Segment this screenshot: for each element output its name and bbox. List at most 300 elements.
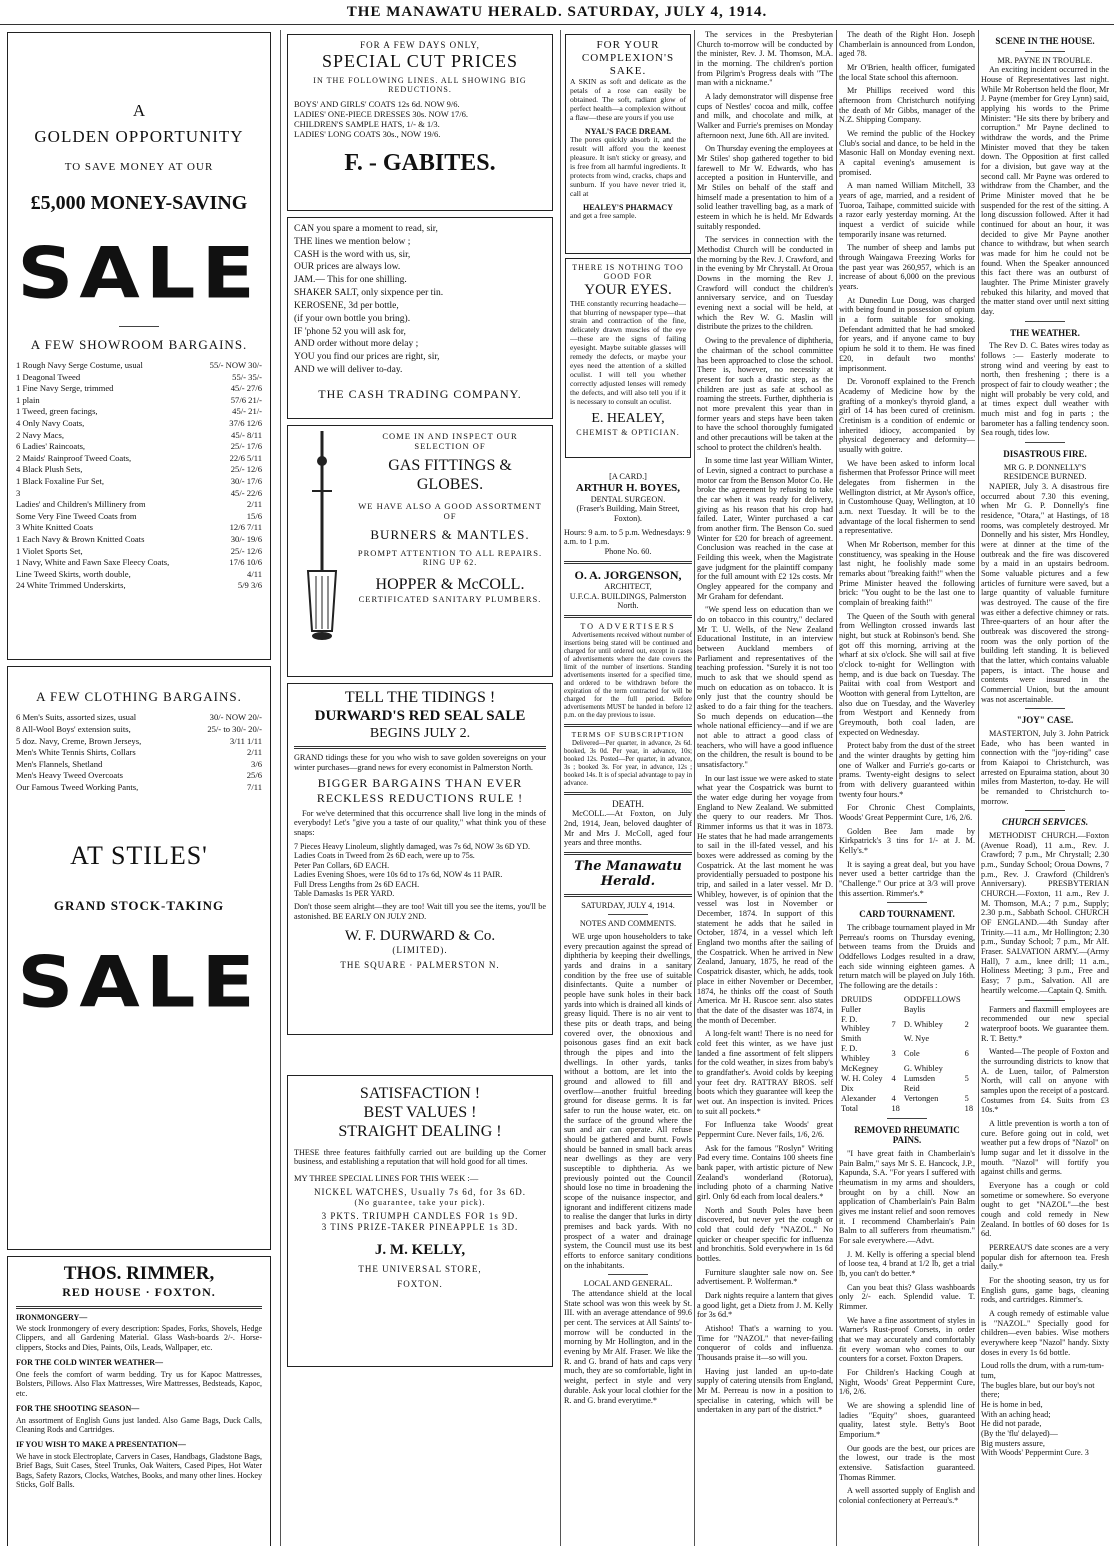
cash-line: CAN you spare a moment to read, sir, xyxy=(294,224,438,234)
durward-item: Ladies Coats in Tweed from 2s 6D each, were up to 75s. xyxy=(294,851,475,861)
clothing-row xyxy=(16,759,262,771)
news-p16: Having just landed an up-to-date supply of catering utensils from England, Mr M. Perreau is now in a position to specialise in catering, which will be undertaken in any part of the district.* xyxy=(697,1366,833,1415)
durward-sale: DURWARD'S RED SEAL SALE xyxy=(314,707,526,724)
poem-line: He is home in bed, xyxy=(981,1400,1043,1410)
cash-line: THE lines we mention below ; xyxy=(294,236,411,247)
cash-line: JAM.— This for one shilling. xyxy=(294,275,407,286)
masthead: THE MANAWATU HERALD. SATURDAY, JULY 4, 1914. xyxy=(0,4,1114,25)
poem-line: With an aching head; xyxy=(981,1409,1051,1419)
sale-banner-2: SALE xyxy=(17,942,261,1024)
tournament-table xyxy=(839,995,975,1114)
bargain-row-label: 1 Each Navy & Brown Knitted Coats xyxy=(16,533,145,544)
bargain-row xyxy=(16,464,262,476)
gas-lamp-illustration xyxy=(294,431,354,671)
bargain-row-label: 3 White Knitted Coats xyxy=(16,522,93,533)
tournament-cell: Vertongen xyxy=(903,1093,939,1103)
weather-heading: THE WEATHER. xyxy=(1010,327,1080,338)
healey-pharmacy: HEALEY'S PHARMACY xyxy=(582,202,673,212)
tournament-cell: G. Whibley xyxy=(903,1064,943,1074)
healey-title: CHEMIST & OPTICIAN. xyxy=(576,427,680,437)
durward-address: THE SQUARE · PALMERSTON N. xyxy=(340,960,500,971)
rheumatic-heading: REMOVED RHEUMATIC PAINS. xyxy=(854,1124,960,1146)
news6-p9: We have been asked to inform local fishermen that Professor Prince will meet delegates from fishermen in the Wellington district, at Mr Ayson's office, in Customhouse Quay, Wellington, at 10 a.m. next Tuesday. It will be to the advantage of the local fishermen to send a representative. xyxy=(839,458,975,536)
tournament-row xyxy=(839,1084,975,1094)
clothing-row xyxy=(16,782,262,794)
news6-p12: Protect baby from the dust of the street and the winter draughts by getting him one of Walker and Furrie's go-carts or prams. Twenty-eight designs to select from with delivery guaranteed within twenty four hours.* xyxy=(839,741,975,799)
tournament-cell xyxy=(963,1064,975,1074)
bargain-row xyxy=(16,546,262,558)
bargain-row xyxy=(16,511,262,523)
news7-r2: Wanted—The people of Foxton and the surrounding districts to know that A. de Luen, tailor, of Palmerston North, will call on anyone with samples upon the receipt of a postcard. Costumes from £4. Suits from £3 10s.* xyxy=(981,1047,1109,1115)
gabites-item-1: BOYS' AND GIRLS' COATS 12s 6d. NOW 9/6. xyxy=(294,98,460,109)
bargain-row xyxy=(16,406,262,418)
clothing-row xyxy=(16,770,262,782)
cash-trading-ad xyxy=(287,217,553,419)
news7-r4: Everyone has a cough or cold sometime or somewhere. So everyone ought to get "NAZOL"—the best cough and cold remedy in New Zealand. In bottles of 60 doses for 1s 6d. xyxy=(981,1180,1109,1239)
rimmer-text-3: An assortment of English Guns just landed. Also Game Bags, Duck Calls, Cleaning Rods and Cartridges. xyxy=(16,1415,262,1434)
news6-p1: The death of the Right Hon. Joseph Chamberlain is announced from London, aged 78. xyxy=(839,30,975,59)
durward-body: For we've determined that this occurrence shall live long in the minds of everybody! Let's "give you a taste of our quality," what think you of these snaps: xyxy=(294,808,546,838)
kelly-body: THESE three features faithfully carried out are building up the Corner business, and establishing a reputation that will hold good for all times. xyxy=(294,1147,546,1167)
tournament-cell: F. D. Whibley xyxy=(841,1044,870,1064)
kelly-store: THE UNIVERSAL STORE, xyxy=(358,1263,482,1274)
bargain-row-price: 55/- NOW 30/- xyxy=(209,360,262,371)
hopper-line-5: PROMPT ATTENTION TO ALL REPAIRS. xyxy=(357,548,543,559)
tournament-cell: 4 xyxy=(891,1074,896,1083)
clothing-row xyxy=(16,712,262,724)
kelly-candles: 3 PKTS. TRIUMPH CANDLES FOR 1s 9D. xyxy=(321,1211,519,1222)
tournament-cell: Alexander xyxy=(841,1093,876,1103)
bargain-row-label: Some Very Fine Tweed Coats from xyxy=(16,510,137,521)
at-stiles: AT STILES' xyxy=(70,841,208,871)
bargain-row-price: 57/6 21/- xyxy=(230,394,262,405)
bargain-row-label: 3 xyxy=(16,487,21,498)
face-cream-name: NYAL'S FACE DREAM. xyxy=(584,126,671,136)
rimmer-section-ironmongery: IRONMONGERY— xyxy=(16,1312,88,1322)
bargain-row-label: Line Tweed Skirts, worth double, xyxy=(16,568,131,579)
bargain-row-label: Ladies' and Children's Millinery from xyxy=(16,499,146,510)
stiles-clothing-ad xyxy=(7,666,271,1250)
bargain-row-label: 24 White Trimmed Underskirts, xyxy=(16,580,126,591)
clothing-row-label: 8 All-Wool Boys' extension suits, xyxy=(16,723,131,734)
sale-banner: SALE xyxy=(17,233,261,315)
news-p13: Furniture slaughter sale now on. See advertisement. P. Wolferman.* xyxy=(697,1267,833,1287)
durward-item: Ladies Evening Shoes, were 10s 6d to 17s 6d, NOW 4s 11 PAIR. xyxy=(294,870,503,880)
rimmer-location: RED HOUSE · FOXTON. xyxy=(62,1285,216,1300)
news-p7: "We spend less on education than we do on tobacco in this country," declared Mr T. U. Wells, of the New Zealand Educational Institute, in an interview between Auckland members of Parliament and representatives of the teaching profession. "Surely it is not too much to ask that we should spend as much on education as on tobacco. It is only just that the country should be asked to do a fair thing for the teachers. So much depends on education—the whole national efficiency—and if we are not able to attract a good class of teachers, who will have a good influence on the children, the result is bound to be unsatisfactory." xyxy=(697,605,833,770)
kelly-name: J. M. KELLY, xyxy=(374,1242,466,1259)
news-p4: The services in connection with the Methodist Church will be conducted in the morning by the Rev. J. Crawford, and in the evening by Mr Chrystall. At Oroua Downs in the morning the Rev J. Crawford will conduct the children's anniversary service, and on Tuesday evening next a social will be held, at which the Rev W. G. Maslin will distribute the prizes to the children. xyxy=(697,235,833,332)
bargain-row-label: 1 Navy, White and Fawn Saxe Fleecy Coats, xyxy=(16,557,170,568)
tournament-cell: McKegney xyxy=(841,1064,879,1074)
tournament-cell: F. D. Whibley xyxy=(841,1014,870,1034)
bargain-row-price: 45/- 21/- xyxy=(232,406,262,417)
tournament-cell: 5 xyxy=(964,1093,969,1103)
tournament-row xyxy=(839,1094,975,1104)
durward-items xyxy=(294,842,546,899)
bargain-row-price: 30/- 17/6 xyxy=(230,475,262,486)
poem-line: He did not parade, xyxy=(981,1419,1042,1429)
bargain-row xyxy=(16,418,262,430)
tournament-cell: Cole xyxy=(903,1049,920,1059)
tournament-cell xyxy=(889,1084,901,1094)
news7-r5: PERREAU'S date scones are a very popular dish for afternoon tea. Fresh daily.* xyxy=(981,1242,1109,1272)
news-p12: North and South Poles have been discovered, but never yet the cough or cold that could defy "NAZOL." No quicker or cheaper specific for influenza and bronchitis. Sold everywhere in 1s 6d bottles. xyxy=(697,1205,833,1263)
rimmer-text-4: We have in stock Electroplate, Carvers in Cases, Handbags, Gladstone Bags, Brief Bags, Suit Cases, Steel Trunks, Oak Waiters, Cased Pipes, Hot Water Bags, Safety Razors, Clocks, Watches, Books, and many other lines. Hockey Sticks, Golf Balls. xyxy=(16,1451,262,1490)
bargain-row xyxy=(16,580,262,592)
clothing-row-label: Our Famous Tweed Working Pants, xyxy=(16,781,139,792)
tournament-cell xyxy=(963,1084,975,1094)
kelly-ad xyxy=(287,1075,553,1367)
news6-p8: Dr. Voronoff explained to the French Academy of Medicine how by the grafting of a monkey's thyroid gland, a girl of 14 has been cured of cretinism. Cretinism is a condition of endemic or inherited idiocy, accompanied by physical degeneracy and deformity—usually with goitre. xyxy=(839,377,975,454)
notes-heading: NOTES AND COMMENTS. xyxy=(579,919,677,929)
bargain-row xyxy=(16,569,262,581)
bargain-row-price: 45/- 27/6 xyxy=(230,383,262,394)
news6-p2: Mr O'Brien, health officer, fumigated the local State school this afternoon. xyxy=(839,63,975,82)
house-body: An exciting incident occurred in the House of Representatives last night. While Mr Robertson held the floor, Mr J. Payne (member for Grey Lynn) said, applying his words to the Prime Minister: "He sits there by bribery and corruption." Mr Payne declined to withdraw the words, and the Prime Minister moved that they be taken down. The Opposition at first called for a division, but gave way at the second call. Mr Payne was ordered to withdraw from the Chamber, and the Prime Minister moved that he be suspended for the rest of the sitting. A long discussion followed. After it had continued for about an hour, it was decided to give Mr Payne another chance to withdraw, but when search was made for him he could not be found. When the Speaker announced this fact there was an outburst of laughter. The Prime Minister gravely rebuked this hilarity, and moved that the matter stand over until next sitting day. xyxy=(981,65,1109,317)
bargain-row-price: 2/11 xyxy=(247,499,262,510)
showroom-bargains-list xyxy=(16,360,262,592)
durward-bigger: BIGGER BARGAINS THAN EVER xyxy=(317,776,523,791)
bargain-row xyxy=(16,383,262,395)
news6-p7: At Dunedin Lue Doug, was charged with being found in possession of opium in a form suitable for smoking. Defendant admitted that he had smoked for years, and if anyone came to buy opium he sold it to them. He was fined £20, in default two months' imprisonment. xyxy=(839,295,975,373)
eyes-ad xyxy=(565,258,691,458)
oddfellows-header: ODDFELLOWS xyxy=(903,994,961,1004)
bargain-row xyxy=(16,522,262,534)
bargain-row-label: 1 Violet Sports Set, xyxy=(16,545,83,556)
healey-name: E. HEALEY, xyxy=(591,411,665,426)
bargain-row-price: 25/- 17/6 xyxy=(230,441,262,452)
news6-q7: A well assorted supply of English and colonial confectionery at Perreau's.* xyxy=(839,1486,975,1506)
durward-item: Table Damasks 1s PER YARD. xyxy=(294,888,395,898)
tournament-cell xyxy=(889,1005,901,1015)
free-sample: and get a free sample. xyxy=(570,211,637,221)
column-1 xyxy=(4,30,274,1546)
joy-heading: "JOY" CASE. xyxy=(1016,715,1074,726)
bargain-row-label: 1 Fine Navy Serge, trimmed xyxy=(16,383,114,394)
cash-line: AND we will deliver to-day. xyxy=(294,364,403,375)
news7-r6: For the shooting season, try us for English guns, game bags, cleaning rods, and cartridges. Rimmer's. xyxy=(981,1275,1109,1305)
gabites-ad xyxy=(287,34,553,211)
bargain-row-price: 22/6 5/11 xyxy=(229,452,262,463)
rimmer-section-presentation: IF YOU WISH TO MAKE A PRESENTATION— xyxy=(16,1440,186,1450)
tournament-cell: 6 xyxy=(964,1049,969,1059)
tournament-row xyxy=(839,1034,975,1044)
durward-begins: BEGINS JULY 2. xyxy=(369,725,471,741)
news6-q6: Our goods are the best, our prices are the lowest, our trade is the most extensive. Satisfaction guaranteed. Thomas Rimmer. xyxy=(839,1443,975,1482)
poem-line: Big musters assure, xyxy=(981,1438,1045,1448)
tournament-cell: Lumsden xyxy=(903,1074,936,1083)
eyes-intro: THERE IS NOTHING TOO GOOD FOR xyxy=(572,263,684,282)
bargain-row-label: 1 Deagonal Tweed xyxy=(16,371,81,382)
boyes-hours: Hours: 9 a.m. to 5 p.m. Wednesdays: 9 a.m. to 1 p.m. xyxy=(564,527,691,547)
advertisers-heading: TO ADVERTISERS xyxy=(580,621,676,631)
column-4 xyxy=(697,30,833,1546)
rimmer-section-winter: FOR THE COLD WINTER WEATHER— xyxy=(16,1358,163,1368)
grand-stock-taking: GRAND STOCK-TAKING xyxy=(53,898,225,914)
house-heading: SCENE IN THE HOUSE. xyxy=(995,36,1095,46)
hopper-plumbers: CERTIFICATED SANITARY PLUMBERS. xyxy=(358,594,542,605)
news-p6: In some time last year William Winter, of Levin, signed a contract to purchase a motor car from the Benson Motor Co. He broke the agreement by refusing to take the car when it was ready for delivery, giving as his reason that his crop had failed. Later, Winter purchased a car from another firm. The Benson Co. sued Winter for £20 for breach of agreement. Conclusion was reached in the case at Feilding this week, when the Magistrate gave judgment for the plaintiff company for the full amount with £2 12s costs. Mr Ongley appeared for the company and Mr Graham for defendant. xyxy=(697,456,833,601)
gabites-name: F. - GABITES. xyxy=(344,149,496,176)
weather-body: The Rev D. C. Bates wires today as follows :— Easterly moderate to strong wind and veering by east to north, then freshening ; there is a prospect of fair to cloudy weather ; the night will probably be very cold, and at times expect dull weather with much mist and fog in parts ; the barometer has a falling tendency soon. Sea rough, tides low. xyxy=(981,341,1109,438)
fire-heading: DISASTROUS FIRE. xyxy=(1003,449,1087,460)
cash-line: SHAKER SALT, only sixpence per tin. xyxy=(294,288,444,299)
cash-trading-name: THE CASH TRADING COMPANY. xyxy=(318,386,522,401)
news-p10: For Influenza take Woods' great Peppermint Cure. Never fails, 1/6, 2/6. xyxy=(697,1120,833,1139)
tournament-row xyxy=(839,1074,975,1084)
durward-item: Peter Pan Collars, 6D EACH. xyxy=(294,860,390,870)
fire-subheading: MR G. P. DONNELLY'S RESIDENCE BURNED. xyxy=(1003,462,1087,482)
bargain-row-price: 55/- 35/- xyxy=(232,371,262,382)
news-p2: A lady demonstrator will dispense free cups of Nestles' cocoa and milk, coffee and milk, and chocolate and milk, at Walker and Furrie's premises on Monday afternoon next, June 6th. All are invited. xyxy=(697,92,833,140)
gabites-line-3: IN THE FOLLOWING LINES. ALL SHOWING BIG REDUCTIONS. xyxy=(313,75,527,95)
money-saving-line: £5,000 MONEY-SAVING xyxy=(30,192,248,215)
clothing-row-price: 3/6 xyxy=(251,758,262,769)
joy-body: MASTERTON, July 3. John Patrick Eade, who has been wanted in connection with the "joy-riding" case from Kaiapoi to Christchurch, was arrested on Epuraima station, about 30 miles from Masterton, to-day. He will be remanded to Christchurch to-morrow. xyxy=(981,729,1109,806)
clothing-row-price: 25/6 xyxy=(246,770,262,781)
bargain-row-price: 37/6 12/6 xyxy=(229,417,262,428)
druids-header: DRUIDS xyxy=(841,994,873,1004)
news-p9: A long-felt want! There is no need for cold feet this winter, as we have just landed a fine assortment of felt slippers for the cold weather, in sizes from baby's to grandfather's. Avoid colds by keeping your feet dry. RATTRAY BROS. self boots which they guarantee will keep the wet out. An inspection is invited. Prices to suit all pockets.* xyxy=(697,1029,833,1116)
news6-q3: We have a fine assortment of styles in Warner's Rust-proof Corsets, in order that we may accurately and comfortably fit every woman who comes to our counters for a corset. Foxton Drapers. xyxy=(839,1315,975,1364)
bargain-row-price: 12/6 7/11 xyxy=(229,522,262,533)
bargain-row-price: 5/9 3/6 xyxy=(237,580,262,591)
news-p8: In our last issue we were asked to state what year the Cospatrick was burnt to the water edge during her voyage from England to New Zealand. We submitted the query to our readers. Mr Thos. Rimmer informs us that it was in 1873. He states that he had made arrangements to sail in the ill-fated vessel, and his boxes were addressed as coming by the Cospatrick. At the last moment he was providentially persuaded to postpone his trip, and sailed in a later vessel. Mr D. Whibley, however, is of opinion that the vessel was lost in November or December, 1874. In support of this statement he adds that he sailed in October, 1874, in a vessel which left England two months after the sailing of the Cospatrick. When he arrived in New Zealand, January, 1875, he read of the Cospatrick disaster, which, he adds, took place in either November or December, 1874, he thinks off the coast of South America. Mr H. Ruscoe senr. also states that the date of the disaster was 1874, in the month of December. xyxy=(697,773,833,1025)
subscription-body: Delivered—Per quarter, in advance, 2s 6d. booked, 3s 0d. Per year, in advance, 10s; booked 12s. Posted—Per quarter, in advance, 3s ; booked 3s. For year, in advance, 12s ; booked 14s. It is of special advantage to pay in advance. xyxy=(564,739,692,787)
news6-q4: For Children's Hacking Cough at Night, Woods' Great Peppermint Cure, 1/6, 2/6. xyxy=(839,1367,975,1397)
durward-ltd: (LIMITED). xyxy=(392,945,448,956)
paper-title: The Manawatu Herald. xyxy=(574,858,682,890)
durward-intro: GRAND tidings these for you who wish to save golden sovereigns on your winter purchases—grand news for every economist in Palmerston North. xyxy=(294,753,546,772)
tournament-cell: Reid xyxy=(903,1083,920,1093)
tournament-cell: Smith xyxy=(841,1034,862,1044)
cash-line: IF 'phone 52 you will ask for, xyxy=(294,326,406,337)
complexion-ad xyxy=(565,34,691,254)
complexion-heading: FOR YOUR COMPLEXION'S SAKE. xyxy=(581,39,675,77)
tournament-cell: W. Nye xyxy=(903,1034,930,1044)
tournament-cell xyxy=(963,1034,975,1044)
local-heading: LOCAL AND GENERAL. xyxy=(583,1279,673,1289)
poem-line: (By the 'flu' delayed)— xyxy=(981,1429,1058,1439)
cash-line: (if your own bottle you bring). xyxy=(294,313,411,324)
bargain-row-price: 30/- 19/6 xyxy=(230,533,262,544)
clothing-row-label: Men's Heavy Tweed Overcoats xyxy=(16,770,123,781)
clothing-bargains-heading: A FEW CLOTHING BARGAINS. xyxy=(36,689,242,704)
rimmer-text-1: We stock Ironmongery of every description: Spades, Forks, Shovels, Hedge Clippers, and all Gardening Material. Glass Wash-boards 2/-. Horse-clippers, Stocks and Dies, Paints, Oils, Leads, Wallpaper, etc. xyxy=(16,1324,262,1352)
clothing-row-price: 2/11 xyxy=(247,747,262,758)
kelly-straight-dealing: STRAIGHT DEALING ! xyxy=(338,1122,502,1140)
bargain-row-label: 4 Black Plush Sets, xyxy=(16,464,83,475)
tournament-row xyxy=(839,1005,975,1015)
news7-r1: Farmers and flaxmill employees are recommended our new special waterproof boots. We guarantee them. R. T. Betty.* xyxy=(981,1004,1109,1043)
stiles-ad xyxy=(7,32,271,660)
hopper-gas-fittings: GAS FITTINGS & GLOBES. xyxy=(388,457,512,493)
bargain-row xyxy=(16,360,262,372)
tournament-row xyxy=(839,1015,975,1035)
clothing-row xyxy=(16,724,262,736)
hopper-ring: RING UP 62. xyxy=(422,558,478,568)
bargain-row-price: 25/- 12/6 xyxy=(230,464,262,475)
bargain-row-label: 6 Ladies' Raincoats, xyxy=(16,441,86,452)
kelly-best-values: BEST VALUES ! xyxy=(363,1103,477,1121)
editorial-date: SATURDAY, JULY 4, 1914. xyxy=(581,900,675,910)
professional-cards xyxy=(564,472,692,1405)
news7-r3: A little prevention is worth a ton of cure. Before going out in cold, wet weather put a few drops of "Nazol" on lump sugar and let it dissolve in the mouth. "Nazol" will fortify you against chills and germs. xyxy=(981,1118,1109,1177)
bargain-row-label: 1 Tweed, green facings, xyxy=(16,406,98,417)
news-p14: Dark nights require a lantern that gives a good light, get a Dietz from J. M. Kelly for 3s 6d.* xyxy=(697,1290,833,1320)
gas-lamp-icon xyxy=(294,431,350,651)
news-p15: Atishoo! That's a warning to you. Time for "NAZOL" that never-failing conqueror of colds and influenza. Thousands praise it—so will you. xyxy=(697,1324,833,1363)
durward-tidings: TELL THE TIDINGS ! xyxy=(344,689,496,706)
column-6 xyxy=(981,30,1109,1546)
golden-opportunity: GOLDEN OPPORTUNITY xyxy=(34,127,244,147)
bargain-row-price: 4/11 xyxy=(247,568,262,579)
column-3 xyxy=(564,30,692,1546)
hopper-ad xyxy=(287,425,553,677)
boyes-name: ARTHUR H. BOYES, xyxy=(575,481,681,494)
tournament-cell xyxy=(889,1064,901,1074)
bargain-row xyxy=(16,441,262,453)
column-2 xyxy=(284,30,556,1546)
news6-q1: J. M. Kelly is offering a special blend of loose tea, 4 brand at 1/2 lb, get a trial lb, you can't do better.* xyxy=(839,1249,975,1278)
bargain-row xyxy=(16,372,262,384)
hopper-line-3: WE HAVE ALSO A GOOD ASSORTMENT OF xyxy=(358,500,542,521)
hopper-burners: BURNERS & MANTLES. xyxy=(370,526,530,542)
bargain-row xyxy=(16,534,262,546)
local-body: The attendance shield at the local State school was won this week by St. III. with an average attendance of 99.6 per cent. The services at All Saints' to-morrow will be conducted in the morning by Mr Hollington, and in the evening by Mr Alf. Fraser. We like the R. and G. brand of hats and caps very much, they are so comfortable, light in weight, perfect in style and very durable. Ask your local clothier for the R. and G. brand everytime.* xyxy=(564,1289,692,1405)
cash-line: KEROSENE, 3d per bottle, xyxy=(294,300,399,311)
peppermint-poem xyxy=(981,1361,1109,1458)
gabites-item-3: CHILDREN'S SAMPLE HATS, 1/- & 1/3. xyxy=(294,118,440,129)
clothing-row xyxy=(16,747,262,759)
jorgenson-address: U.F.C.A. BUILDINGS, Palmerston North. xyxy=(569,591,687,611)
showroom-bargains-heading: A FEW SHOWROOM BARGAINS. xyxy=(30,336,248,352)
durward-name: W. F. DURWARD & Co. xyxy=(344,927,496,944)
bargain-row xyxy=(16,499,262,511)
kelly-special-lines: MY THREE SPECIAL LINES FOR THIS WEEK :— xyxy=(294,1172,479,1183)
card-tournament-heading: CARD TOURNAMENT. xyxy=(859,909,955,920)
clothing-bargains-list xyxy=(16,712,262,793)
complexion-body: A SKIN as soft and delicate as the petals of a rose can easily be obtained. The soft, radiant glow of perfect health—a complexion without a flaw—these are yours if you use xyxy=(570,76,686,122)
kelly-guarantee: (No guarantee, take your pick). xyxy=(354,1197,486,1207)
editorial-body: WE urge upon householders to take every precaution against the spread of diphtheria by keeping their dwellings, yards and drains in a sanitary condition by the free use of suitable disinfectants. Quite a number of people have sunk holes in their back yards into which is drained all kinds of greasy liquid. There is no air vent to these pits or death traps, and being covered over, the obnoxious and poisonous gases find an exit back through the pipes and into the dwellings. In other yards, tanks without a bottom, are let into the ground and allowed to fill and overflow—another fruitful breeding ground for disease germs. It is far safer to run the house water, etc. on the surface of the ground where the sun and air can operate. All refuse should be gathered and burnt. Fowls should be banned in small back areas near dwellings as they are very susceptible to diphtheria. As we previously pointed out the Council should lose no time in broadening the scope of the nuisance inspector, and ignorant and indifferent citizens made to realise the danger that lurks in dirty premises and back yards. With no prospect of a water and drainage system, the Council must use its best efforts to enforce sanitary conditions on the inhabitants. xyxy=(564,931,692,1270)
poem-line: With Woods' Peppermint Cure. 3 xyxy=(981,1448,1089,1458)
cash-line: CASH is the word with us, sir, xyxy=(294,249,411,260)
tournament-cell: Dix xyxy=(841,1083,854,1093)
boyes-building: (Fraser's Building, Main Street, Foxton). xyxy=(576,504,680,523)
tournament-row xyxy=(839,1064,975,1074)
clothing-row-label: 6 Men's Suits, assorted sizes, usual xyxy=(16,712,137,723)
clothing-row-price: 30/- NOW 20/- xyxy=(209,712,262,723)
card-tournament-body: The cribbage tournament played in Mr Perreau's rooms on Thursday evening, between teams from the Druids and Oddfellows Lodges resulted in a draw, each side winning eighteen games. A return match will be played on July 16th. The following are the details : xyxy=(839,923,975,991)
bargain-row xyxy=(16,488,262,500)
bargain-row-price: 25/- 12/6 xyxy=(230,545,262,556)
bargain-row xyxy=(16,430,262,442)
eyes-heading: YOUR EYES. xyxy=(584,281,672,298)
tournament-cell xyxy=(889,1034,901,1044)
bargain-row xyxy=(16,557,262,569)
tournament-cell: 5 xyxy=(964,1074,969,1083)
news6-q5: We are showing a splendid line of ladies "Equity" shoes, guaranteed quality, latest style. Betty's Boot Emporium.* xyxy=(839,1400,975,1439)
boyes-title: DENTAL SURGEON. xyxy=(590,494,666,504)
news6-p14: Golden Bee Jam made by Kirkpatrick's 3 tins for 1/- at J. M. Kelly's.* xyxy=(839,826,975,856)
fire-body: NAPIER, July 3. A disastrous fire occurred about 7.30 this evening, when Mr G. P. Donnelly's fine residence, "Otara," at Hastings, of 18 rooms, was completely destroyed. Mr Donnelly and his sister, Mrs Hondley, were at dinner at the time of the outbreak and the fire was discovered by a maid in an upstairs bedroom. Some valuable pictures and a few articles of furniture were saved, but a large quantity of valuable furniture was destroyed. The cause of the fire was either a defective chimney or rats. Three-quarters of an hour after the outbreak was discovered the strong-room was the only portion of the building left standing. It is believed that the latter, which contains valuable papers, is intact. The house and contents were insured in the Commercial Union, but the amount was not ascertainable. xyxy=(981,482,1109,704)
tournament-cell: 7 xyxy=(891,1019,896,1029)
kelly-pineapple: 3 TINS PRIZE-TAKER PINEAPPLE 1s 3D. xyxy=(321,1221,519,1232)
bargain-row xyxy=(16,453,262,465)
tournament-cell: Fuller xyxy=(841,1004,862,1014)
cash-line: YOU you find our prices are right, sir, xyxy=(294,352,440,363)
news-p11: Ask for the famous "Roslyn" Writing Pad every time. Contains 100 sheets fine bank paper, with artistic picture of New Zealand's wonderland (Rotorua), including photo of a charming Native girl. Only 6d each from local dealers.* xyxy=(697,1143,833,1201)
news6-p11: The Queen of the South with general from Wellington crossed inwards last night, but stuck at Robinson's bend. She got off this morning, arriving at the wharf at six o'clock. She will sail at five o'clock to-night for Wellington with hemp, and is due back on Tuesday. The Paiitai with coal from Westport and Wootton with general from Lyttelton, are also due on Tuesday, and the Waverley from Westport and Kennedy from Greymouth, both coal laden, are expected on Wednesday. xyxy=(839,611,975,737)
rheumatic-body: "I have great faith in Chamberlain's Pain Balm," says Mr S. E. Hancock, J.P., Kapunda, S.A. "For years I suffered with rheumatism in my arms and shoulders, brought on by a chill. Now an application of Chamberlain's Pain Balm gives me instant relief and soon removes it. I recommend Chamberlain's Pain Balm to all sufferers from rheumatism." For sale everywhere.—Advt. xyxy=(839,1148,975,1245)
news-p3: On Thursday evening the employees at Mr Stiles' shop gathered together to bid farewell to Mr W. Edwards, who has accepted a position in Hunterville, and Mr Stiles on behalf of the staff and himself made a presentation to him of a solid leather travelling bag, as a mark of esteem in which he is held. Mr Edwards suitably responded. xyxy=(697,144,833,231)
news-p1: The services in the Presbyterian Church to-morrow will be conducted by the minister, Rev. J. M. Thomson, M.A. in the morning. The children's portion from Pilgrim's Progress deals with "The man with a nickname." xyxy=(697,30,833,88)
bargain-row-price: 45/- 8/11 xyxy=(231,429,262,440)
eyes-body: THE constantly recurring headache—that blurring of newspaper type—that strain and contraction of the fine, delicately drawn muscles of the eye—these are the signs of failing eyesight. Maybe suitable glasses will remedy the defects, or maybe your eyes need the attention of a skilled oculist. I will tell you whether correctly adjusted lenses will remedy the defects, and will also tell you if it is necessary to consult an oculist. xyxy=(570,298,686,407)
clothing-row-label: Men's White Tennis Shirts, Collars xyxy=(16,747,136,758)
news6-p6: The number of sheep and lambs put through Waingawa Freezing Works for the past year was 260,957, which is an increase of about 6,000 on the previous years. xyxy=(839,243,975,292)
bargain-row-label: 4 Only Navy Coats, xyxy=(16,417,85,428)
total-label: Total xyxy=(841,1103,859,1113)
card-label: [A CARD.] xyxy=(609,472,647,481)
bargain-row xyxy=(16,476,262,488)
cash-line: OUR prices are always low. xyxy=(294,262,401,273)
poem-line: The bugles blare, but our boy's not there; xyxy=(981,1380,1095,1400)
column-5 xyxy=(839,30,975,1546)
advertisers-body: Advertisements received without number of insertions being stated will be continued and charged for until ordered out, except in cases of advertisements where the date covers the limit of the number of insertions. Standing advertisements inserted for a specified time, and ordered to be withdrawn before the expiration of the term contracted for will be charged for the full period. Before advertisements MUST be handed in before 12 p.m. on the day previous to issue. xyxy=(564,631,692,719)
news6-p3: Mr Phillips received word this afternoon from Christchurch notifying the death of Mr Gibbs, manager of the N.Z. Shipping Company. xyxy=(839,86,975,125)
cash-line: AND order without more delay ; xyxy=(294,339,419,350)
clothing-row-label: Men's Flannels, Shetland xyxy=(16,758,103,769)
kelly-town: FOXTON. xyxy=(397,1278,443,1289)
gabites-headline: SPECIAL CUT PRICES xyxy=(321,50,519,71)
news6-p4: We remind the public of the Hockey Club's social and dance, to be held in the Masonic Hall on Monday evening next. A capital evening's amusement is promised. xyxy=(839,129,975,177)
bargain-row xyxy=(16,395,262,407)
bargain-row-price: 17/6 10/6 xyxy=(229,557,262,568)
bargain-row-label: 2 Maids' Rainproof Tweed Coats, xyxy=(16,452,132,463)
house-subheading: MR. PAYNE IN TROUBLE. xyxy=(997,55,1093,65)
clothing-row-price: 25/- to 30/- 20/- xyxy=(207,723,262,734)
rimmer-text-2: One feels the comfort of warm bedding. Try us for Kapoc Mattresses, Bolsters, Pillows. Also Flax Mattresses, Wire Mattresses, Bedsteads, Kapoc, etc. xyxy=(16,1369,262,1398)
church-heading: CHURCH SERVICES. xyxy=(1001,817,1089,828)
gabites-item-4: LADIES' LONG COATS 30s., NOW 19/6. xyxy=(294,128,441,139)
durward-item: 7 Pieces Heavy Linoleum, slightly damaged, was 7s 6d, NOW 3s 6D YD. xyxy=(294,841,530,851)
kelly-satisfaction: SATISFACTION ! xyxy=(359,1085,481,1102)
poem-line: Loud rolls the drum, with a rum-tum-tum, xyxy=(981,1361,1105,1381)
tournament-row xyxy=(839,1044,975,1064)
clothing-row xyxy=(16,736,262,748)
tournament-cell: 3 xyxy=(891,1049,896,1059)
gabites-line-1: FOR A FEW DAYS ONLY, xyxy=(360,40,480,50)
news7-r7: A cough remedy of estimable value is "NAZOL." Specially good for children—even babies. Wise mothers everywhere keep "Nazol" handy. Sixty doses in every 1s 6d bottle. xyxy=(981,1308,1109,1357)
tournament-cell: W. H. Coley xyxy=(841,1074,883,1083)
gabites-item-2: LADIES' ONE-PIECE DRESSES 30s. NOW 17/6. xyxy=(294,108,468,119)
bargain-row-label: 2 Navy Macs, xyxy=(16,429,64,440)
death-heading: DEATH. xyxy=(612,798,644,809)
bargain-row-price: 45/- 22/6 xyxy=(230,487,262,498)
bargain-row-label: 1 Black Foxaline Fur Set, xyxy=(16,475,105,486)
clothing-row-price: 3/11 1/11 xyxy=(229,735,262,746)
tournament-cell: 2 xyxy=(964,1019,969,1029)
rimmer-section-shooting: FOR THE SHOOTING SEASON— xyxy=(16,1404,140,1414)
news6-p5: A man named William Mitchell, 33 years of age, married, and a resident of Tuoroa, Taihape, committed suicide with a razor early yesterday morning. At the inquest a verdict of suicide while temporarily insane was returned. xyxy=(839,181,975,239)
tournament-cell xyxy=(963,1005,975,1015)
total-oddfellows: 18 xyxy=(964,1103,973,1113)
clothing-row-label: 5 doz. Navy, Creme, Brown Jerseys, xyxy=(16,735,142,746)
hopper-name: HOPPER & McCOLL. xyxy=(375,575,525,593)
